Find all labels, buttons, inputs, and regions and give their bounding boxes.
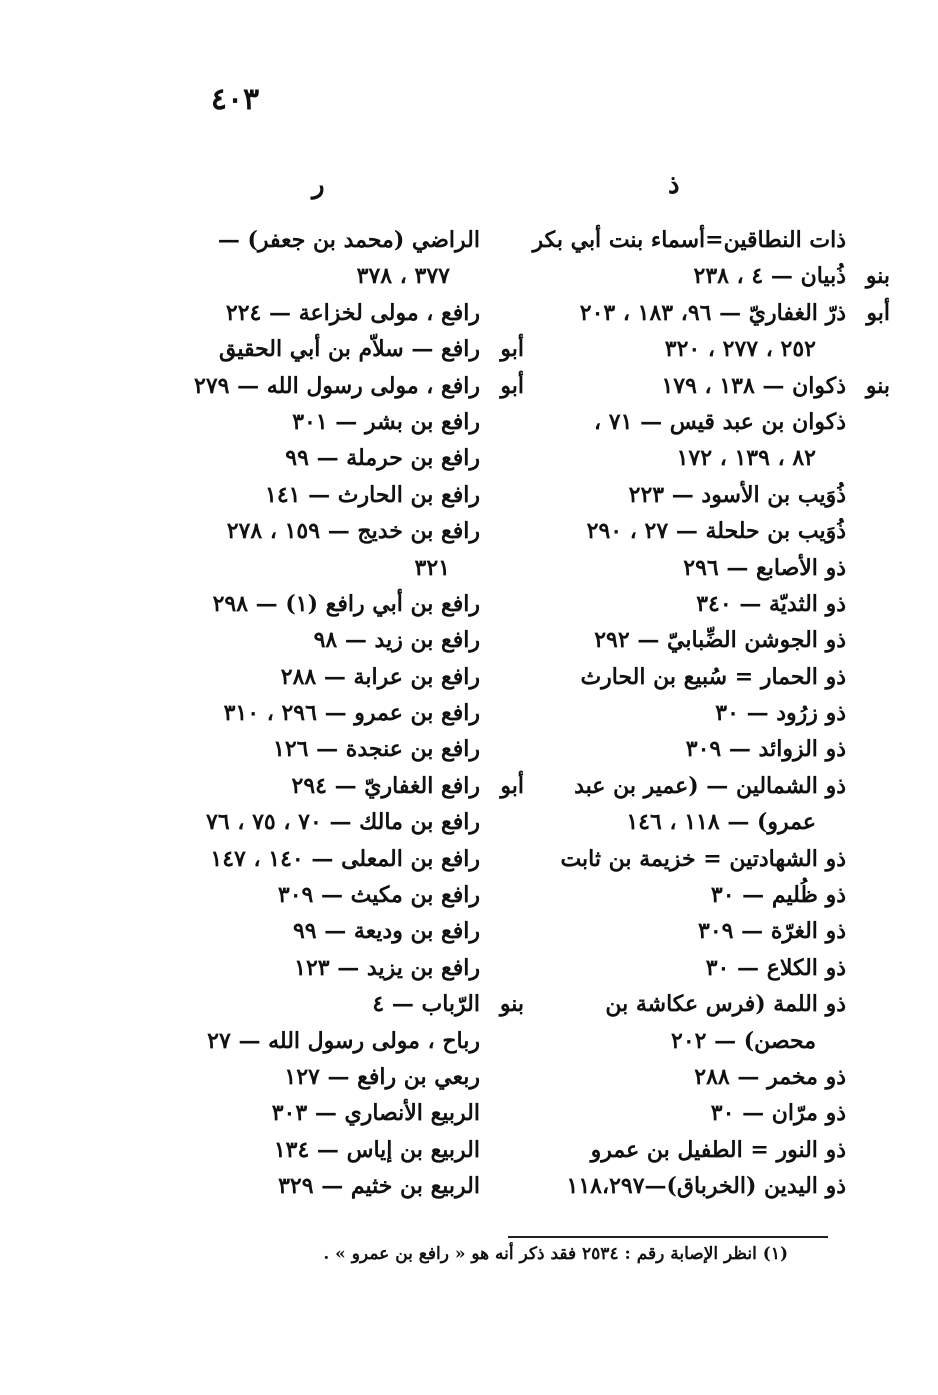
index-entry xyxy=(506,877,846,913)
entry-prefix: أبو xyxy=(866,299,890,326)
index-entry xyxy=(506,659,846,695)
entry-line: رافع بن مالك — ٧٠ ، ٧٥ ، ٧٦ xyxy=(206,809,480,836)
index-entry xyxy=(506,368,890,404)
entry-line: ذو زرُود — ٣٠ xyxy=(715,700,846,727)
column-letter-dhal: ذ xyxy=(668,170,680,200)
index-entry xyxy=(506,950,846,986)
entry-line: الراضي (محمد بن جعفر) — xyxy=(217,227,480,253)
entry-line: ذُوَيب بن الأسود — ٢٢٣ xyxy=(628,481,846,508)
index-entry xyxy=(140,295,480,331)
index-entry xyxy=(140,659,480,695)
entry-line: رافع بن أبي رافع (١) — ٢٩٨ xyxy=(212,590,480,617)
entry-line: رافع ، مولى لخزاعة — ٢٢٤ xyxy=(225,299,480,326)
index-entry xyxy=(140,695,480,731)
index-entry xyxy=(506,731,846,767)
entry-line: ذو مخمر — ٢٨٨ xyxy=(694,1063,846,1090)
index-entry xyxy=(506,622,846,658)
entry-line: رافع بن وديعة — ٩٩ xyxy=(292,918,480,945)
entry-line: ذو الشمالين — (عمير بن عبد xyxy=(574,772,846,799)
entry-line: رافع بن زيد — ٩٨ xyxy=(313,627,480,654)
index-entry xyxy=(506,695,846,731)
entry-line: ذكوان بن عبد قيس — ٧١ ، xyxy=(594,408,846,435)
entry-line: ذات النطاقين=أسماء بنت أبي بكر xyxy=(532,227,846,253)
entry-prefix: أبو xyxy=(500,772,524,799)
index-entry xyxy=(506,295,890,368)
index-entry xyxy=(140,368,524,404)
index-entry xyxy=(506,1095,846,1131)
index-entry xyxy=(140,950,480,986)
entry-line: ذو الأصابع — ٢٩٦ xyxy=(683,554,846,581)
index-entry xyxy=(140,331,524,367)
footnote: (١) انظر الإصابة رقم : ٢٥٣٤ فقد ذكر أنه هو « رافع بن عمرو » . xyxy=(323,1244,788,1264)
index-entry xyxy=(506,1059,846,1095)
index-entry xyxy=(140,404,480,440)
index-entry xyxy=(140,1059,480,1095)
index-entry xyxy=(506,550,846,586)
entry-line: الربيع الأنصاري — ٣٠٣ xyxy=(271,1100,480,1127)
entry-line: ٢٥٢ ، ٢٧٧ ، ٣٢٠ xyxy=(664,336,816,363)
entry-line: رافع بن المعلى — ١٤٠ ، ١٤٧ xyxy=(210,845,480,872)
index-entry xyxy=(506,586,846,622)
entry-line: رافع بن حرملة — ٩٩ xyxy=(285,445,480,472)
entry-line: ذو الشهادتين = خزيمة بن ثابت xyxy=(560,845,846,872)
index-entry xyxy=(140,622,480,658)
entry-line: رافع بن خديج — ١٥٩ ، ٢٧٨ xyxy=(226,518,480,545)
entry-line: رافع بن مكيث — ٣٠٩ xyxy=(277,882,480,909)
entry-line: عمرو) — ١١٨ ، ١٤٦ xyxy=(626,809,816,836)
entry-line: رافع بن عنجدة — ١٢٦ xyxy=(273,736,480,763)
entry-line: ذو اليدين (الخرباق)—١١٨،٢٩٧ xyxy=(566,1173,846,1200)
entry-prefix: بنو xyxy=(865,372,890,399)
entry-line: ذكوان — ١٣٨ ، ١٧٩ xyxy=(661,372,846,399)
entry-prefix: أبو xyxy=(500,336,524,363)
index-entry xyxy=(140,1168,480,1204)
index-entry xyxy=(140,986,524,1022)
index-entry xyxy=(506,1168,846,1204)
column-letter-ra: ر xyxy=(312,170,325,200)
index-entry xyxy=(140,513,480,586)
entry-line: الرّباب — ٤ xyxy=(372,991,480,1018)
entry-line: ذو الجوشن الضِّبابيّ — ٢٩٢ xyxy=(594,627,846,654)
entry-line: ذو اللمة (فرس عكاشة بن xyxy=(605,991,846,1018)
index-entry xyxy=(140,1095,480,1131)
index-entry xyxy=(506,477,846,513)
index-entry xyxy=(506,841,846,877)
entry-prefix: أبو xyxy=(500,372,524,399)
entry-line: رباح ، مولى رسول الله — ٢٧ xyxy=(207,1027,480,1054)
index-entry xyxy=(140,440,480,476)
entry-line: محصن) — ٢٠٢ xyxy=(671,1027,816,1054)
entry-line: ٣٧٧ ، ٣٧٨ xyxy=(356,263,450,290)
index-entry xyxy=(140,877,480,913)
index-column-dhal xyxy=(506,222,890,1205)
entry-line: ذو الحمار = سُبيع بن الحارث xyxy=(580,663,846,690)
entry-line: الربيع بن إياس — ١٣٤ xyxy=(273,1136,480,1163)
page-number: ٤٠٣ xyxy=(210,82,260,117)
index-entry xyxy=(506,222,846,258)
index-entry xyxy=(140,477,480,513)
entry-line: ذو ظُليم — ٣٠ xyxy=(710,882,846,909)
entry-line: رافع ، مولى رسول الله — ٢٧٩ xyxy=(194,372,480,399)
index-entry xyxy=(140,841,480,877)
entry-line: ذو الثديّة — ٣٤٠ xyxy=(696,590,846,617)
entry-line: الربيع بن خثيم — ٣٢٩ xyxy=(278,1173,480,1200)
entry-line: رافع — سلاّم بن أبي الحقيق xyxy=(218,336,480,363)
entry-line: ذُبيان — ٤ ، ٢٣٨ xyxy=(693,263,846,290)
entry-line: رافع بن عمرو — ٢٩٦ ، ٣١٠ xyxy=(223,700,480,727)
entry-line: ذو الكلاع — ٣٠ xyxy=(705,954,846,981)
index-entry xyxy=(140,586,480,622)
index-entry xyxy=(506,986,846,1059)
index-entry xyxy=(140,1132,480,1168)
index-column-ra xyxy=(140,222,524,1205)
index-entry xyxy=(506,768,846,841)
index-entry xyxy=(140,1023,480,1059)
index-entry xyxy=(506,913,846,949)
entry-line: رافع بن الحارث — ١٤١ xyxy=(265,481,480,508)
entry-prefix: بنو xyxy=(865,263,890,290)
index-entry xyxy=(506,1132,846,1168)
entry-line: ذو النور = الطفيل بن عمرو xyxy=(590,1136,846,1163)
entry-line: ربعي بن رافع — ١٢٧ xyxy=(284,1063,480,1090)
index-entry xyxy=(140,768,524,804)
entry-prefix: بنو xyxy=(499,991,524,1018)
entry-line: ٨٢ ، ١٣٩ ، ١٧٢ xyxy=(676,445,816,472)
entry-line: ذو الزوائد — ٣٠٩ xyxy=(685,736,846,763)
index-entry xyxy=(140,222,480,295)
index-entry xyxy=(506,513,846,549)
entry-line: رافع بن بشر — ٣٠١ xyxy=(292,408,480,435)
entry-line: ذو مرّان — ٣٠ xyxy=(710,1100,846,1127)
index-entry xyxy=(506,404,846,477)
footnote-rule xyxy=(508,1236,828,1238)
entry-line: ذرّ الغفاريّ — ٩٦، ١٨٣ ، ٢٠٣ xyxy=(579,299,846,326)
index-entry xyxy=(140,804,480,840)
index-entry xyxy=(140,731,480,767)
index-entry xyxy=(140,913,480,949)
entry-line: ٣٢١ xyxy=(414,554,450,581)
entry-line: ذُوَيب بن حلحلة — ٢٧ ، ٢٩٠ xyxy=(586,518,846,545)
entry-line: ذو الغرّة — ٣٠٩ xyxy=(698,918,846,945)
entry-line: رافع بن يزيد — ١٢٣ xyxy=(294,954,480,981)
index-entry xyxy=(506,258,890,294)
entry-line: رافع بن عرابة — ٢٨٨ xyxy=(280,663,480,690)
entry-line: رافع الغفاريّ — ٢٩٤ xyxy=(291,772,480,799)
